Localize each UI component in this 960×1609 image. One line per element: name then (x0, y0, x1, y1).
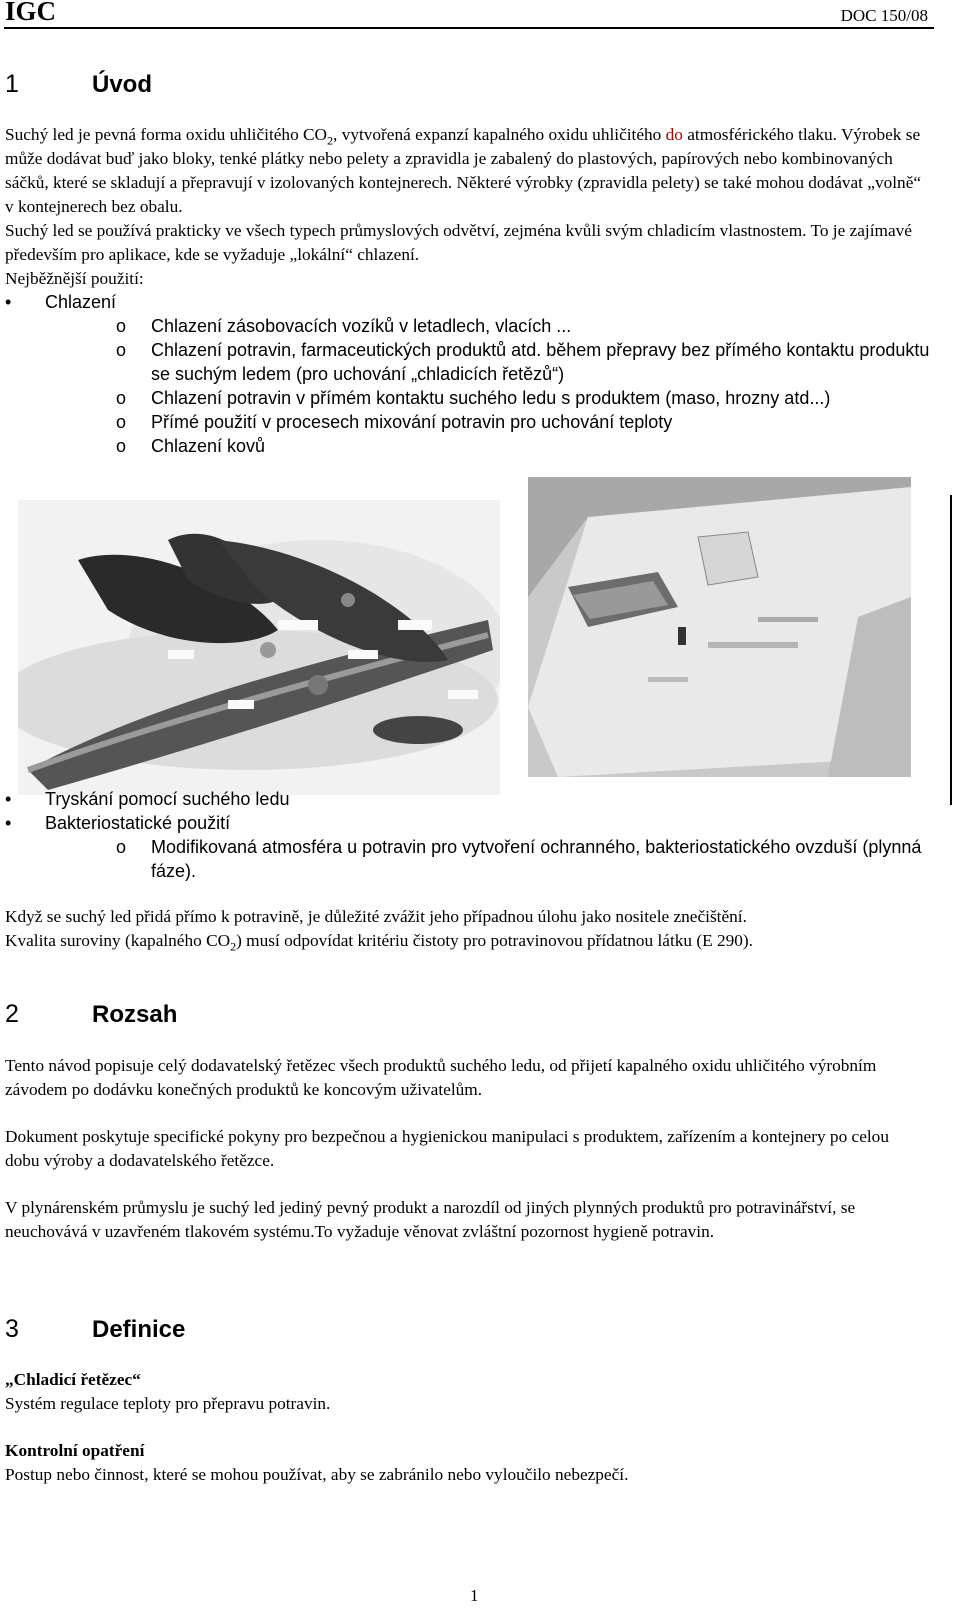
closing-text-b: ) musí odpovídat kritériu čistoty pro potravinovou přídatnou látku (E 290). (236, 931, 754, 950)
bullet-symbol: • (5, 813, 12, 833)
sub-bullet-symbol: o (116, 388, 127, 408)
intro-text-a: Suchý led je pevná forma oxidu uhličitého CO (5, 125, 328, 144)
section-1-heading (5, 70, 152, 99)
header-doc-id: DOC 150/08 (840, 6, 928, 25)
margin-line (950, 495, 952, 805)
header-org-logo: IGC (5, 0, 57, 26)
section-title: Rozsah (92, 1001, 178, 1028)
intro-text-b: , vytvořená expanzí kapalného oxidu uhličitého (333, 125, 666, 144)
bullet-label: Bakteriostatické použití (45, 813, 231, 833)
sub-bullet-symbol: o (116, 340, 127, 360)
photo-products-in-dry-ice (528, 477, 911, 777)
seafood-photo-illustration (18, 500, 500, 795)
closing-subscript: 2 (230, 939, 237, 954)
definition-text: Systém regulace teploty pro přepravu potravin. (5, 1394, 331, 1413)
scope-paragraph: Tento návod popisuje celý dodavatelský řetězec všech produktů suchého ledu, od přijetí kapalného oxidu uhličitého výrobním závodem po dodávku konečných produktů ke koncovým uživatelům. (5, 1056, 877, 1099)
intro-paragraph (5, 123, 925, 219)
section-number: 2 (5, 1000, 19, 1028)
bullet-label: Chlazení (45, 292, 117, 312)
section-number: 1 (5, 70, 19, 98)
sub-item-text: Modifikovaná atmosféra u potravin pro vytvoření ochranného, bakteriostatického ovzduší (plynná fáze). (151, 837, 922, 881)
section-2-heading (5, 1000, 177, 1029)
photo-seafood-on-dry-ice (18, 500, 500, 795)
sub-item-text: Chlazení zásobovacích vozíků v letadlech, vlacích ... (151, 316, 572, 336)
bullet-symbol: • (5, 789, 12, 809)
section-3-heading (5, 1315, 185, 1344)
sub-bullet-symbol: o (116, 436, 127, 456)
sub-item-text: Přímé použití v procesech mixování potravin pro uchování teploty (151, 412, 673, 432)
definition-term: „Chladicí řetězec“ (5, 1370, 141, 1389)
section-title: Úvod (92, 71, 152, 98)
pharma-photo-illustration (528, 477, 911, 777)
scope-paragraph: Dokument poskytuje specifické pokyny pro bezpečnou a hygienickou manipulaci s produktem, zařízením a kontejnery po celou dobu výroby a dodavatelského řetězce. (5, 1127, 889, 1170)
sub-bullet-symbol: o (116, 412, 127, 432)
sub-bullet-symbol: o (116, 316, 127, 336)
sub-item-text: Chlazení kovů (151, 436, 266, 456)
page-number: 1 (470, 1586, 479, 1605)
sub-item-text: Chlazení potravin, farmaceutických produktů atd. během přepravy bez přímého kontaktu produktu se suchým ledem (pro uchování „chladicích řetězů“) (151, 340, 930, 384)
definition-term: Kontrolní opatření (5, 1441, 145, 1460)
section-number: 3 (5, 1315, 19, 1343)
closing-line-1: Když se suchý led přidá přímo k potravině, je důležité zvážit jeho případnou úlohu jako nositele znečištění. (5, 907, 747, 926)
intro-text-c: atmosférického tlaku. Výrobek se může dodávat buď jako bloky, tenké plátky nebo pelety a zpravidla je zabalený do plastových, papírových nebo kombinovaných sáčků, které se skladují a přepravují v izolovaných kontejnerech. Některé výrobky (zpravidla pelety) se také mohou dodávat „volně“ v kontejnerech bez obalu. (5, 125, 922, 216)
header-rule (4, 27, 934, 29)
bullet-symbol: • (5, 292, 12, 312)
sub-item-text: Chlazení potravin v přímém kontaktu suchého ledu s produktem (maso, hrozny atd...) (151, 388, 831, 408)
scope-paragraph: V plynárenském průmyslu je suchý led jediný pevný produkt a narozdíl od jiných plynných produktů pro potravinářství, se neuchovává v uzavřeném tlakovém systému.To vyžaduje věnovat zvláštní pozornost hygieně potravin. (5, 1198, 856, 1241)
sub-bullet-symbol: o (116, 837, 127, 857)
intro-red-word: do (665, 125, 683, 144)
section-title: Definice (92, 1316, 186, 1343)
closing-line-2 (5, 929, 925, 953)
closing-text-a: Kvalita suroviny (kapalného CO (5, 931, 231, 950)
uses-label: Nejběžnější použití: (5, 269, 144, 288)
definition-text: Postup nebo činnost, které se mohou používat, aby se zabránilo nebo vyloučilo nebezpečí. (5, 1465, 629, 1484)
bullet-label: Tryskání pomocí suchého ledu (45, 789, 290, 809)
usage-paragraph: Suchý led se používá prakticky ve všech typech průmyslových odvětví, zejména kvůli svým chladicím vlastnostem. To je zajímavé především pro aplikace, kde se vyžaduje „lokální“ chlazení. (5, 221, 912, 264)
intro-subscript: 2 (327, 133, 334, 148)
